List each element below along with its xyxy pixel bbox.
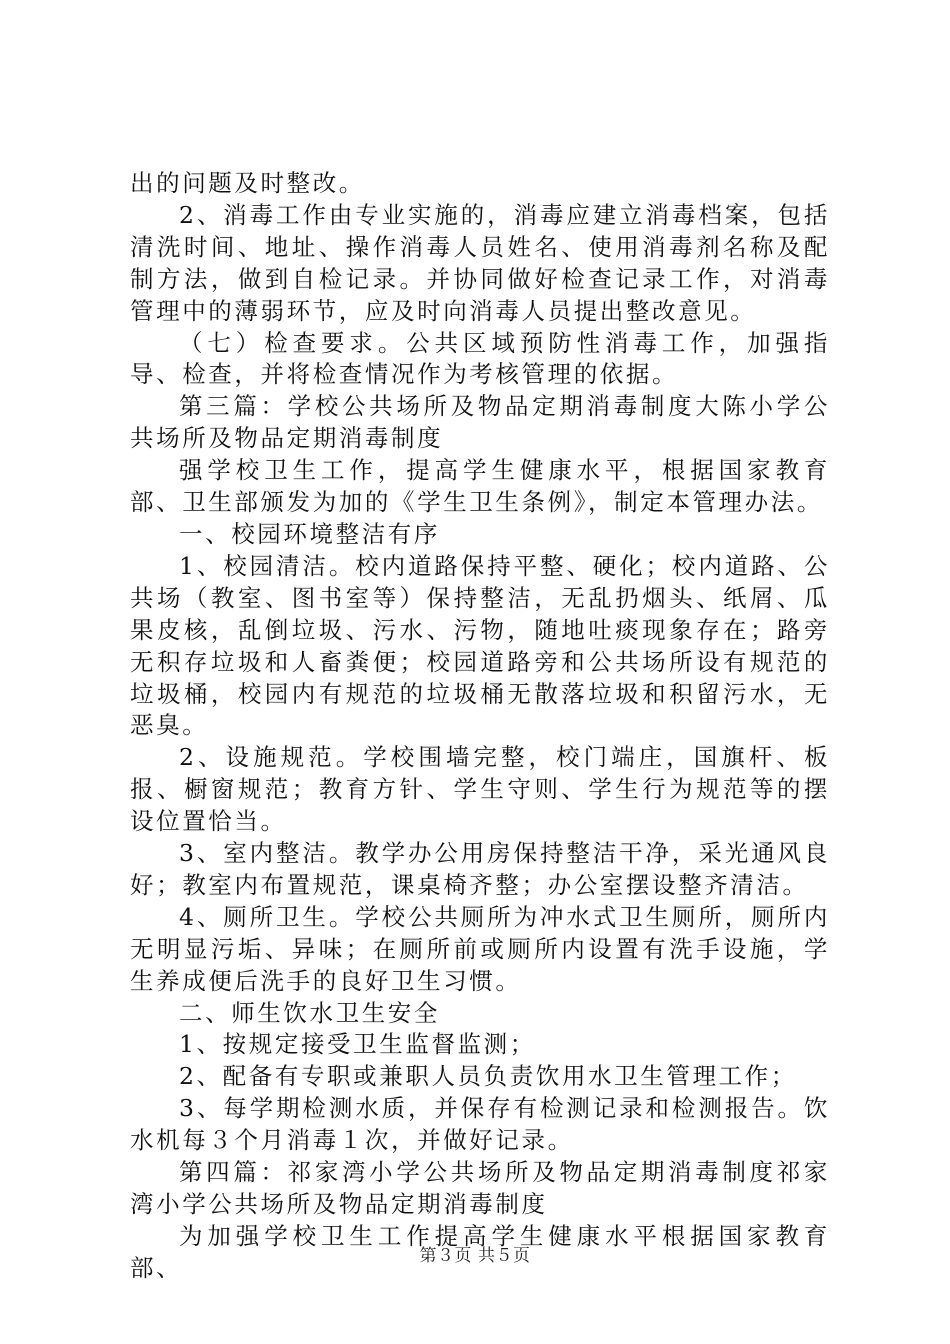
paragraph-continuation: 出的问题及时整改。 <box>130 169 365 197</box>
paragraph-item-2-disinfection-records: 2、消毒工作由专业实施的，消毒应建立消毒档案，包括清洗时间、地址、操作消毒人员姓名、使用消毒剂名称及配制方法，做到自检记录。并协同做好检查记录工作，对消毒管理中的薄弱环节，应及时向消毒人员提出整改意见。 <box>130 200 830 325</box>
paragraph-intro-part-three: 强学校卫生工作，提高学生健康水平，根据国家教育部、卫生部颁发为加的《学生卫生条例》，制定本管理办法。 <box>130 456 830 517</box>
subheading-campus-environment: 一、校园环境整洁有序 <box>179 519 440 548</box>
paragraph-toilet-hygiene: 4、厕所卫生。学校公共厕所为冲水式卫生厕所，厕所内无明显污垢、异味；在厕所前或厕所内设置有洗手设施，学生养成便后洗手的良好卫生习惯。 <box>130 902 830 995</box>
subheading-drinking-water-safety: 二、师生饮水卫生安全 <box>179 998 440 1027</box>
paragraph-intro-part-four: 为加强学校卫生工作提高学生健康水平根据国家教育部、 <box>130 1221 830 1282</box>
paragraph-inspection-requirements: （七）检查要求。公共区域预防性消毒工作，加强指导、检查，并将检查情况作为考核管理的依据。 <box>130 328 830 389</box>
page-number-footer: 第３页 共５页 <box>419 1246 531 1266</box>
paragraph-facility-standards: 2、设施规范。学校围墙完整，校门端庄，国旗杆、板报、橱窗规范；教育方针、学生守则、学生行为规范等的摆设位置恰当。 <box>130 743 830 836</box>
document-body <box>130 168 830 1285</box>
section-heading-part-three: 第三篇：学校公共场所及物品定期消毒制度大陈小学公共场所及物品定期消毒制度 <box>130 392 830 453</box>
paragraph-indoor-cleanliness: 3、室内整洁。教学办公用房保持整洁干净，采光通风良好；教室内布置规范，课桌椅齐整；办公室摆设整齐清洁。 <box>130 839 830 899</box>
paragraph-water-quality-testing: 3、每学期检测水质，并保存有检测记录和检测报告。饮水机每３个月消毒１次，并做好记录。 <box>130 1094 830 1155</box>
section-heading-part-four: 第四篇：祁家湾小学公共场所及物品定期消毒制度祁家湾小学公共场所及物品定期消毒制度 <box>130 1158 830 1218</box>
paragraph-campus-cleaning: 1、校园清洁。校内道路保持平整、硬化；校内道路、公共场（教室、图书室等）保持整洁，无乱扔烟头、纸屑、瓜果皮核，乱倒垃圾、污水、污物，随地吐痰现象存在；路旁无积存垃圾和人畜粪便；校园道路旁和公共场所设有规范的垃圾桶，校园内有规范的垃圾桶无散落垃圾和积留污水，无恶臭。 <box>130 551 830 740</box>
paragraph-water-management-staff: 2、配备有专职或兼职人员负责饮用水卫生管理工作； <box>179 1062 797 1091</box>
paragraph-health-supervision: 1、按规定接受卫生监督监测； <box>179 1030 536 1059</box>
